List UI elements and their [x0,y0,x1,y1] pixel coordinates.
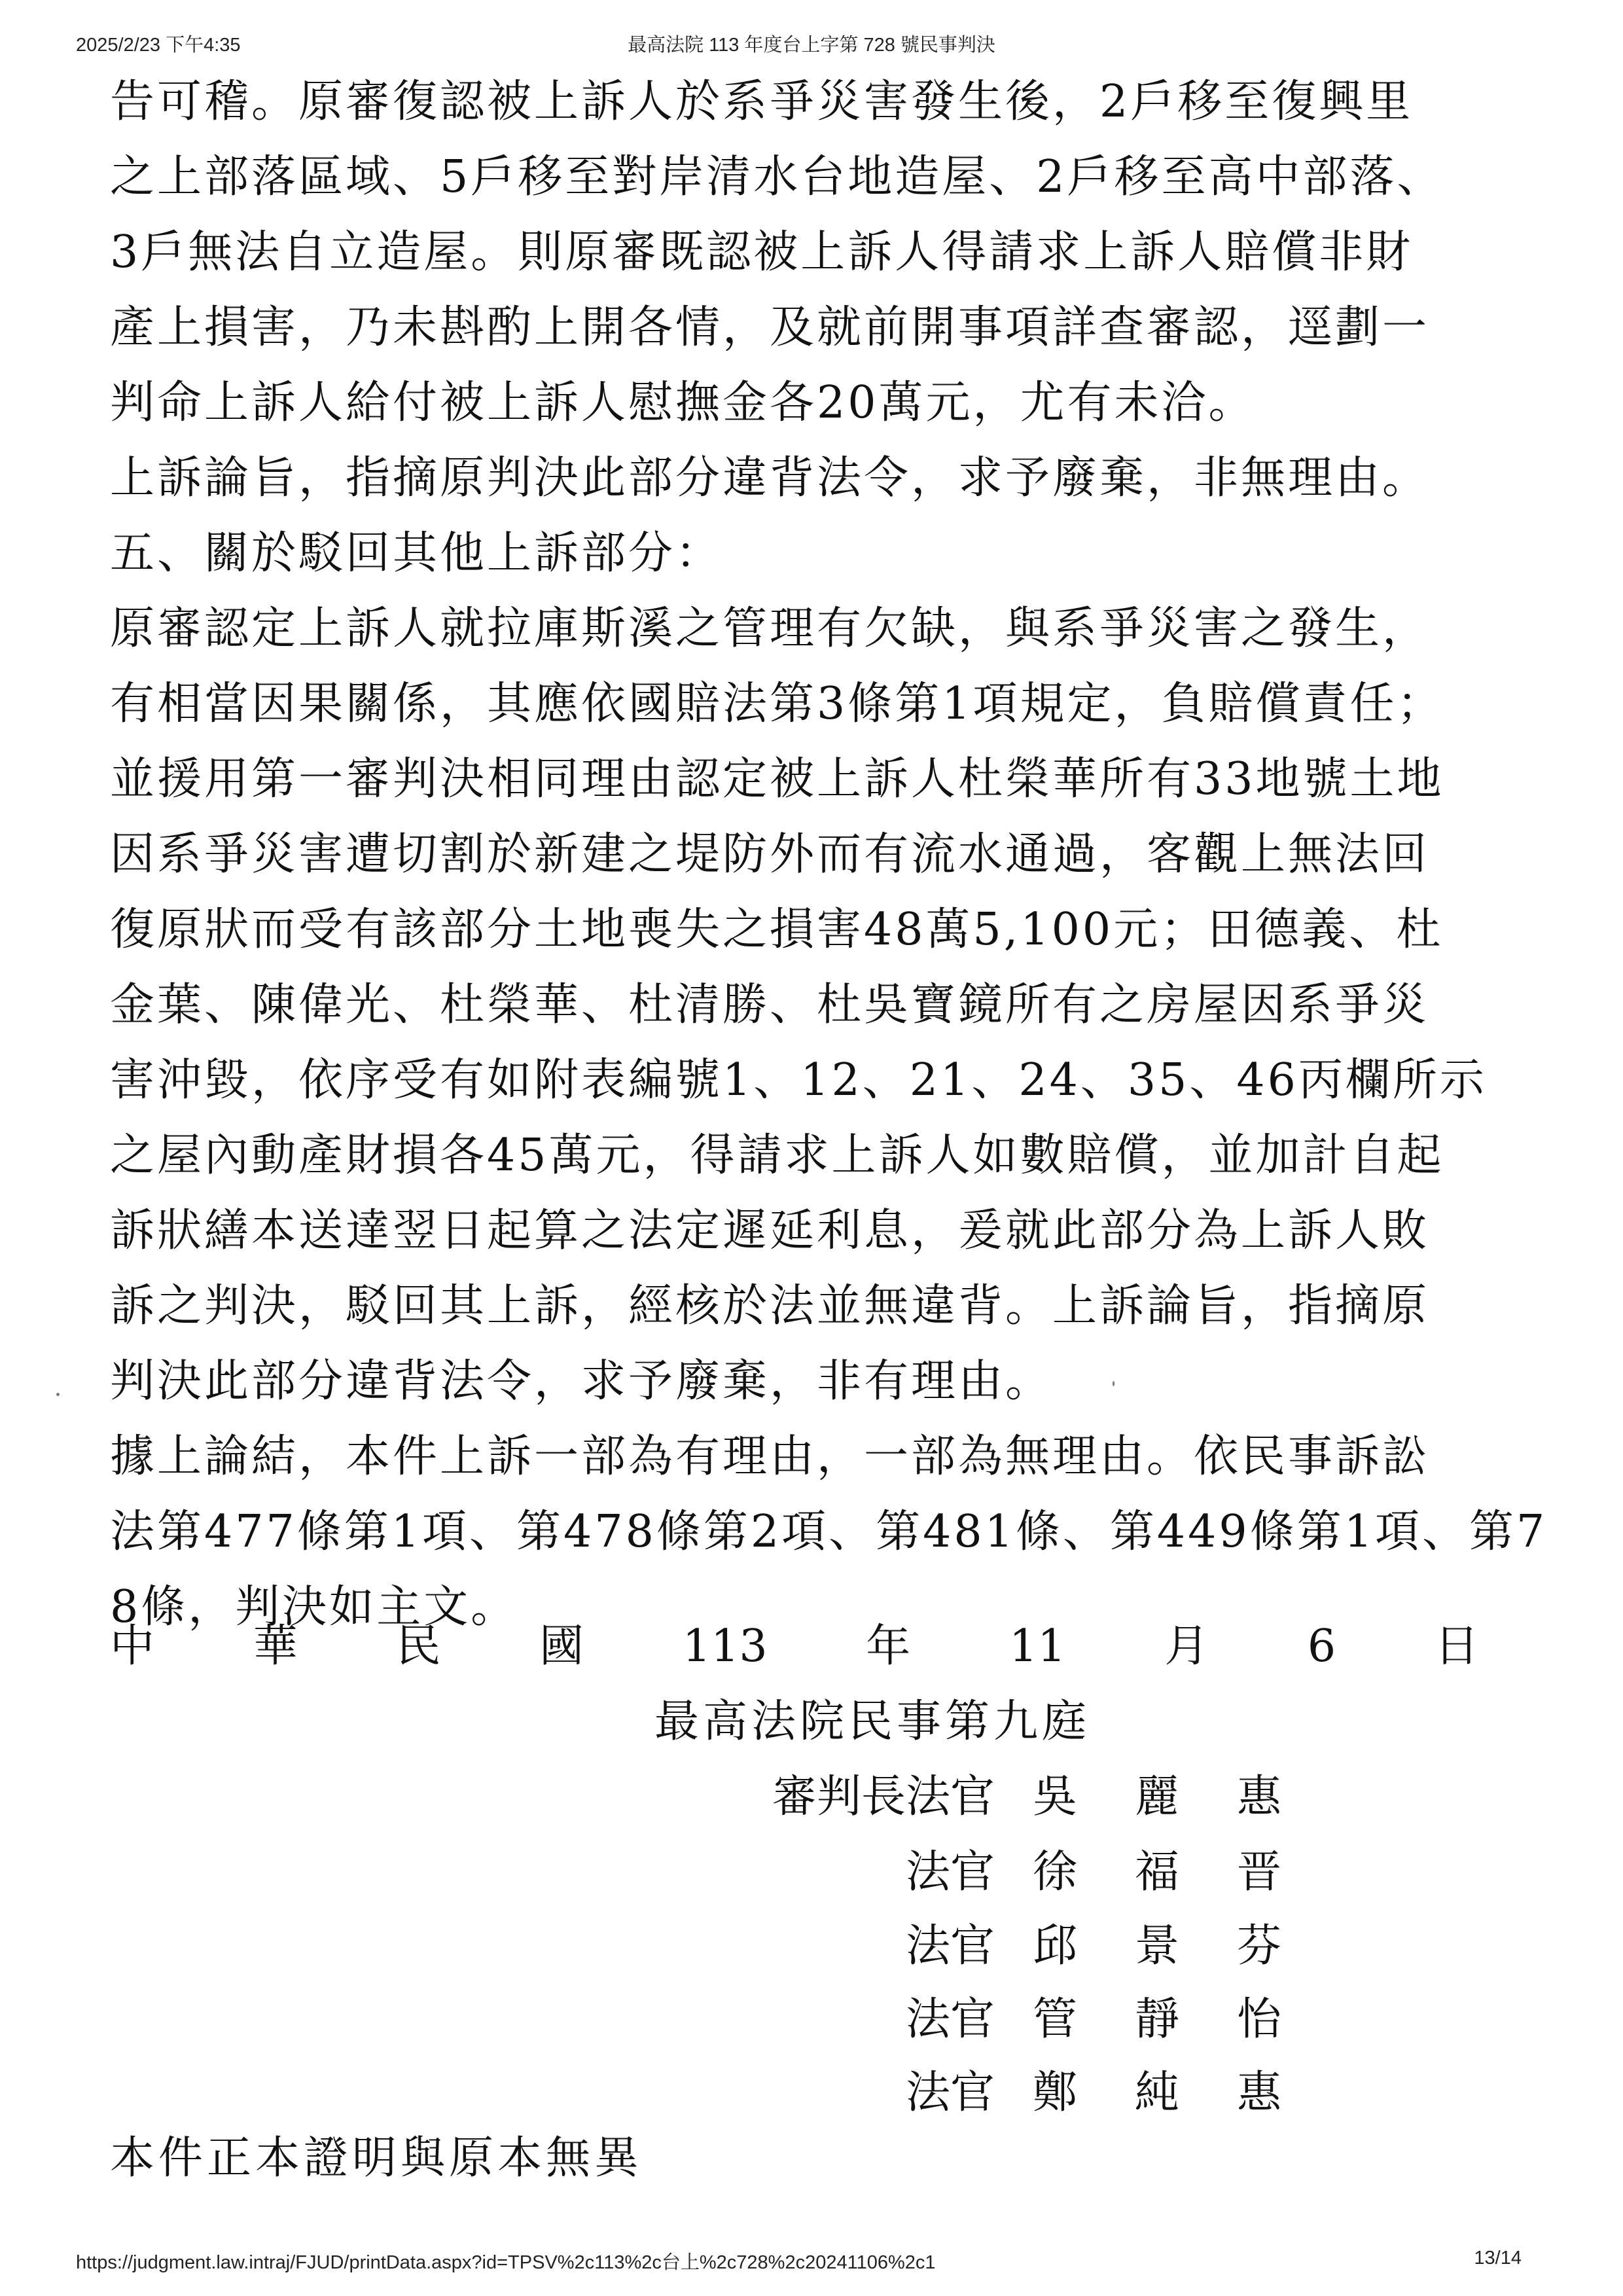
document-title: 最高法院 113 年度台上字第 728 號民事判決 [628,35,995,56]
judge-row [746,1836,1283,1909]
body-line: 產上損害，乃未斟酌上開各情，及就前開事項詳查審認，逕劃一 [110,302,1430,353]
body-line: 法第477條第1項、第478條第2項、第481條、第449條第1項、第7 [110,1506,1548,1558]
print-footer [0,2248,1623,2287]
date-char: 年 [866,1621,911,1672]
judge-title: 法官 [905,1846,995,1898]
scan-speck [56,1393,60,1396]
body-line: 判決此部分違背法令，求予廢棄，非有理由。 [110,1355,1053,1407]
court-name: 最高法院民事第九庭 [654,1696,1091,1748]
date-char: 華 [253,1621,298,1672]
date-char: 中 [110,1621,155,1672]
date-char: 民 [396,1621,441,1672]
body-line: 3戶無法自立造屋。則原審既認被上訴人得請求上訴人賠償非財 [110,226,1414,278]
page-number: 13/14 [1474,2248,1522,2269]
body-line: 訴狀繕本送達翌日起算之法定遲延利息，爰就此部分為上訴人敗 [110,1205,1430,1257]
body-line: 上訴論旨，指摘原判決此部分違背法令，求予廢棄，非無理由。 [110,452,1430,504]
judge-name-char: 福 [1134,1846,1179,1898]
section-heading: 五、關於駁回其他上訴部分： [110,528,723,579]
judge-name-char: 惠 [1236,2067,1281,2119]
date-year: 113 [682,1621,768,1672]
judge-name-char: 鄭 [1033,2067,1078,2119]
body-line: 有相當因果關係，其應依國賠法第3條第1項規定，負賠償責任； [110,678,1444,730]
judge-name-char: 麗 [1134,1771,1179,1823]
judge-row-presiding [746,1761,1283,1834]
body-line: 8條，判決如主文。 [110,1581,518,1633]
date-day: 6 [1307,1621,1336,1672]
print-datetime: 2025/2/23 下午4:35 [76,35,241,56]
body-line: 告可稽。原審復認被上訴人於系爭災害發生後，2戶移至復興里 [110,76,1414,128]
judge-name [1033,2056,1281,2130]
judge-name-char: 管 [1033,1994,1078,2045]
body-line: 據上論結，本件上訴一部為有理由，一部為無理由。依民事訴訟 [110,1431,1430,1482]
judge-name-char: 吳 [1033,1771,1078,1823]
judge-name-char: 芬 [1236,1920,1281,1972]
print-header [0,30,1623,69]
date-char: 國 [539,1621,584,1672]
judge-name-char: 純 [1134,2067,1179,2119]
judgment-date [110,1610,1479,1683]
judge-name [1033,1761,1281,1834]
date-char: 日 [1434,1621,1479,1672]
body-line: 訴之判決，駁回其上訴，經核於法並無違背。上訴論旨，指摘原 [110,1280,1430,1332]
body-line: 復原狀而受有該部分土地喪失之損害48萬5,100元；田德義、杜 [110,904,1444,956]
judge-name-char: 晋 [1236,1846,1281,1898]
judge-title: 審判長法官 [772,1771,995,1823]
judge-name [1033,1983,1281,2056]
scan-speck [1113,1381,1115,1386]
judge-row [746,1910,1283,1983]
source-url: https://judgment.law.intraj/FJUD/printData.aspx?id=TPSV%2c113%2c台上%2c728%2c20241106%2c1 [76,2252,936,2273]
judge-name [1033,1910,1281,1983]
body-line: 因系爭災害遭切割於新建之堤防外而有流水通過，客觀上無法回 [110,829,1430,880]
body-line: 並援用第一審判決相同理由認定被上訴人杜榮華所有33地號土地 [110,753,1444,805]
judge-name-char: 徐 [1033,1846,1078,1898]
judge-title: 法官 [905,1920,995,1972]
body-line: 之屋內動產財損各45萬元，得請求上訴人如數賠償，並加計自起 [110,1130,1444,1181]
body-line: 判命上訴人給付被上訴人慰撫金各20萬元，尤有未洽。 [110,377,1256,429]
body-line: 之上部落區域、5戶移至對岸清水台地造屋、2戶移至高中部落、 [110,151,1444,203]
judge-name [1033,1836,1281,1909]
certification-line: 本件正本證明與原本無異 [110,2132,643,2184]
judge-title: 法官 [905,2067,995,2119]
judge-name-char: 景 [1134,1920,1179,1972]
judge-name-char: 怡 [1236,1994,1281,2045]
judge-title: 法官 [905,1994,995,2045]
judge-name-char: 靜 [1134,1994,1179,2045]
date-char: 月 [1164,1621,1209,1672]
body-line: 金葉、陳偉光、杜榮華、杜清勝、杜吳寶鏡所有之房屋因系爭災 [110,979,1430,1031]
judge-row [746,1983,1283,2056]
body-line: 害沖毀，依序受有如附表編號1、12、21、24、35、46丙欄所示 [110,1054,1487,1106]
date-month: 11 [1009,1621,1066,1672]
judge-name-char: 邱 [1033,1920,1078,1972]
judge-name-char: 惠 [1236,1771,1281,1823]
judge-row [746,2056,1283,2130]
body-line: 原審認定上訴人就拉庫斯溪之管理有欠缺，與系爭災害之發生， [110,603,1430,655]
